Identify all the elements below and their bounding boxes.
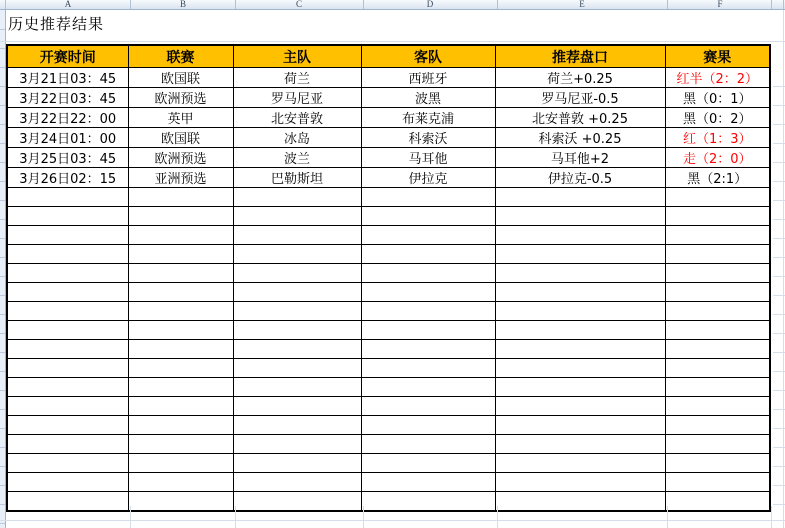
column-separator <box>363 0 364 9</box>
empty-cell[interactable] <box>495 226 665 245</box>
empty-cell[interactable] <box>665 492 770 512</box>
cell-time[interactable]: 3月25日03：45 <box>7 148 128 168</box>
empty-cell[interactable] <box>495 264 665 283</box>
empty-table-row <box>7 302 770 321</box>
empty-cell[interactable] <box>665 340 770 359</box>
cell-league[interactable]: 欧国联 <box>128 128 233 148</box>
empty-cell[interactable] <box>128 283 233 302</box>
empty-cell[interactable] <box>361 207 495 226</box>
empty-cell[interactable] <box>7 207 128 226</box>
empty-table-row <box>7 378 770 397</box>
empty-cell[interactable] <box>233 188 361 207</box>
empty-cell[interactable] <box>128 416 233 435</box>
table-row <box>7 168 770 188</box>
empty-table-row <box>7 321 770 340</box>
cell-away[interactable]: 科索沃 <box>361 128 495 148</box>
empty-cell[interactable] <box>361 226 495 245</box>
cell-handicap[interactable]: 科索沃 +0.25 <box>495 128 665 148</box>
empty-cell[interactable] <box>7 283 128 302</box>
cell-handicap[interactable]: 罗马尼亚-0.5 <box>495 88 665 108</box>
empty-cell[interactable] <box>128 435 233 454</box>
empty-cell[interactable] <box>495 188 665 207</box>
empty-cell[interactable] <box>361 492 495 512</box>
cell-home[interactable]: 巴勒斯坦 <box>233 168 361 188</box>
column-letter-c[interactable]: C <box>295 0 303 9</box>
empty-cell[interactable] <box>665 188 770 207</box>
empty-cell[interactable] <box>7 454 128 473</box>
empty-cell[interactable] <box>665 302 770 321</box>
empty-cell[interactable] <box>495 454 665 473</box>
empty-cell[interactable] <box>233 226 361 245</box>
empty-cell[interactable] <box>361 378 495 397</box>
column-letter-b[interactable]: B <box>179 0 187 9</box>
cell-result[interactable]: 黑（2:1） <box>665 168 770 188</box>
column-separator <box>771 0 772 9</box>
empty-cell[interactable] <box>665 359 770 378</box>
empty-cell[interactable] <box>495 397 665 416</box>
empty-cell[interactable] <box>128 188 233 207</box>
empty-cell[interactable] <box>495 416 665 435</box>
cell-league[interactable]: 亚洲预选 <box>128 168 233 188</box>
empty-cell[interactable] <box>7 226 128 245</box>
cell-home[interactable]: 荷兰 <box>233 68 361 88</box>
empty-cell[interactable] <box>128 378 233 397</box>
empty-cell[interactable] <box>361 340 495 359</box>
empty-cell[interactable] <box>128 473 233 492</box>
cell-home[interactable]: 北安普敦 <box>233 108 361 128</box>
column-separator <box>235 0 236 9</box>
empty-cell[interactable] <box>495 340 665 359</box>
column-separator <box>783 0 784 9</box>
empty-cell[interactable] <box>361 473 495 492</box>
empty-cell[interactable] <box>7 340 128 359</box>
empty-cell[interactable] <box>233 207 361 226</box>
empty-cell[interactable] <box>128 226 233 245</box>
cell-away[interactable]: 马耳他 <box>361 148 495 168</box>
column-header-time[interactable]: 开赛时间 <box>7 45 128 68</box>
column-header-home[interactable]: 主队 <box>233 45 361 68</box>
empty-table-row <box>7 188 770 207</box>
empty-cell[interactable] <box>665 435 770 454</box>
gridline <box>497 506 498 528</box>
empty-cell[interactable] <box>495 245 665 264</box>
empty-cell[interactable] <box>128 245 233 264</box>
empty-table-row <box>7 359 770 378</box>
empty-table-row <box>7 492 770 512</box>
empty-cell[interactable] <box>495 378 665 397</box>
cell-result[interactable]: 红半（2：2） <box>665 68 770 88</box>
empty-cell[interactable] <box>361 188 495 207</box>
gridline <box>771 506 772 528</box>
empty-cell[interactable] <box>495 359 665 378</box>
empty-cell[interactable] <box>665 264 770 283</box>
empty-cell[interactable] <box>495 283 665 302</box>
empty-cell[interactable] <box>128 321 233 340</box>
empty-cell[interactable] <box>233 321 361 340</box>
column-header-league[interactable]: 联赛 <box>128 45 233 68</box>
empty-cell[interactable] <box>128 359 233 378</box>
empty-table-row <box>7 340 770 359</box>
table-row <box>7 108 770 128</box>
column-letter-e[interactable]: E <box>579 0 585 9</box>
empty-cell[interactable] <box>233 473 361 492</box>
empty-cell[interactable] <box>7 264 128 283</box>
column-letter-d[interactable]: D <box>426 0 434 9</box>
cell-league[interactable]: 欧洲预选 <box>128 148 233 168</box>
empty-cell[interactable] <box>361 397 495 416</box>
empty-table-row <box>7 435 770 454</box>
cell-handicap[interactable]: 北安普敦 +0.25 <box>495 108 665 128</box>
column-separator <box>130 0 131 9</box>
empty-cell[interactable] <box>233 416 361 435</box>
empty-cell[interactable] <box>361 454 495 473</box>
empty-cell[interactable] <box>7 359 128 378</box>
empty-cell[interactable] <box>7 245 128 264</box>
column-separator <box>5 0 6 9</box>
empty-cell[interactable] <box>233 302 361 321</box>
column-header-strip[interactable] <box>0 0 785 10</box>
cell-result[interactable]: 黑（0：1） <box>665 88 770 108</box>
column-header-result[interactable]: 赛果 <box>665 45 770 68</box>
empty-cell[interactable] <box>665 473 770 492</box>
empty-table-row <box>7 473 770 492</box>
empty-cell[interactable] <box>665 226 770 245</box>
empty-cell[interactable] <box>233 397 361 416</box>
sheet-title: 历史推荐结果 <box>8 15 105 33</box>
empty-table-row <box>7 245 770 264</box>
cell-home[interactable]: 波兰 <box>233 148 361 168</box>
cell-away[interactable]: 西班牙 <box>361 68 495 88</box>
empty-cell[interactable] <box>361 302 495 321</box>
cell-away[interactable]: 波黑 <box>361 88 495 108</box>
gridline <box>667 506 668 528</box>
empty-cell[interactable] <box>665 245 770 264</box>
cell-away[interactable]: 伊拉克 <box>361 168 495 188</box>
table-row <box>7 68 770 88</box>
cell-handicap[interactable]: 伊拉克-0.5 <box>495 168 665 188</box>
empty-table-row <box>7 416 770 435</box>
empty-cell[interactable] <box>7 435 128 454</box>
cell-league[interactable]: 欧国联 <box>128 68 233 88</box>
cell-handicap[interactable]: 荷兰+0.25 <box>495 68 665 88</box>
empty-cell[interactable] <box>7 492 128 512</box>
empty-cell[interactable] <box>361 264 495 283</box>
gridline <box>235 506 236 528</box>
empty-cell[interactable] <box>495 302 665 321</box>
empty-cell[interactable] <box>361 359 495 378</box>
table-row <box>7 88 770 108</box>
cell-result[interactable]: 黑（0：2） <box>665 108 770 128</box>
empty-cell[interactable] <box>233 340 361 359</box>
empty-cell[interactable] <box>128 492 233 512</box>
empty-cell[interactable] <box>495 321 665 340</box>
empty-cell[interactable] <box>128 340 233 359</box>
empty-cell[interactable] <box>233 492 361 512</box>
gridline <box>0 41 785 42</box>
empty-table-row <box>7 283 770 302</box>
empty-cell[interactable] <box>665 416 770 435</box>
cell-league[interactable]: 英甲 <box>128 108 233 128</box>
empty-cell[interactable] <box>361 435 495 454</box>
column-separator <box>497 0 498 9</box>
empty-cell[interactable] <box>361 416 495 435</box>
empty-cell[interactable] <box>495 207 665 226</box>
empty-cell[interactable] <box>495 435 665 454</box>
cell-league[interactable]: 欧洲预选 <box>128 88 233 108</box>
gridline <box>783 10 784 528</box>
empty-cell[interactable] <box>361 283 495 302</box>
table-row <box>7 128 770 148</box>
empty-cell[interactable] <box>233 245 361 264</box>
empty-cell[interactable] <box>128 302 233 321</box>
empty-cell[interactable] <box>665 378 770 397</box>
column-header-handicap[interactable]: 推荐盘口 <box>495 45 665 68</box>
empty-cell[interactable] <box>495 492 665 512</box>
empty-cell[interactable] <box>7 378 128 397</box>
empty-cell[interactable] <box>233 359 361 378</box>
cell-away[interactable]: 布莱克浦 <box>361 108 495 128</box>
cell-result[interactable]: 红（1：3） <box>665 128 770 148</box>
cell-home[interactable]: 罗马尼亚 <box>233 88 361 108</box>
gridline <box>130 506 131 528</box>
empty-cell[interactable] <box>233 264 361 283</box>
empty-cell[interactable] <box>233 283 361 302</box>
empty-cell[interactable] <box>233 454 361 473</box>
empty-table-row <box>7 264 770 283</box>
empty-cell[interactable] <box>7 416 128 435</box>
empty-cell[interactable] <box>128 264 233 283</box>
empty-cell[interactable] <box>495 473 665 492</box>
empty-cell[interactable] <box>665 454 770 473</box>
empty-cell[interactable] <box>7 302 128 321</box>
cell-time[interactable]: 3月26日02：15 <box>7 168 128 188</box>
cell-handicap[interactable]: 马耳他+2 <box>495 148 665 168</box>
column-header-away[interactable]: 客队 <box>361 45 495 68</box>
cell-time[interactable]: 3月22日22：00 <box>7 108 128 128</box>
gridline <box>363 506 364 528</box>
cell-result[interactable]: 走（2：0） <box>665 148 770 168</box>
empty-cell[interactable] <box>665 397 770 416</box>
empty-cell[interactable] <box>128 397 233 416</box>
empty-table-row <box>7 226 770 245</box>
empty-cell[interactable] <box>361 321 495 340</box>
cell-home[interactable]: 冰岛 <box>233 128 361 148</box>
empty-cell[interactable] <box>7 321 128 340</box>
table-row <box>7 148 770 168</box>
empty-cell[interactable] <box>361 245 495 264</box>
empty-cell[interactable] <box>128 454 233 473</box>
cell-time[interactable]: 3月21日03：45 <box>7 68 128 88</box>
empty-table-row <box>7 454 770 473</box>
column-letter-a[interactable]: A <box>64 0 72 9</box>
empty-cell[interactable] <box>128 207 233 226</box>
empty-table-row <box>7 207 770 226</box>
empty-cell[interactable] <box>233 435 361 454</box>
column-letter-f[interactable]: F <box>717 0 723 9</box>
cell-time[interactable]: 3月24日01：00 <box>7 128 128 148</box>
empty-cell[interactable] <box>233 378 361 397</box>
column-separator <box>667 0 668 9</box>
cell-time[interactable]: 3月22日03：45 <box>7 88 128 108</box>
empty-cell[interactable] <box>7 473 128 492</box>
empty-table-row <box>7 397 770 416</box>
empty-cell[interactable] <box>7 397 128 416</box>
empty-cell[interactable] <box>7 188 128 207</box>
empty-cell[interactable] <box>665 207 770 226</box>
empty-cell[interactable] <box>665 283 770 302</box>
results-table <box>6 44 771 512</box>
table-header-row <box>7 45 770 68</box>
empty-cell[interactable] <box>665 321 770 340</box>
